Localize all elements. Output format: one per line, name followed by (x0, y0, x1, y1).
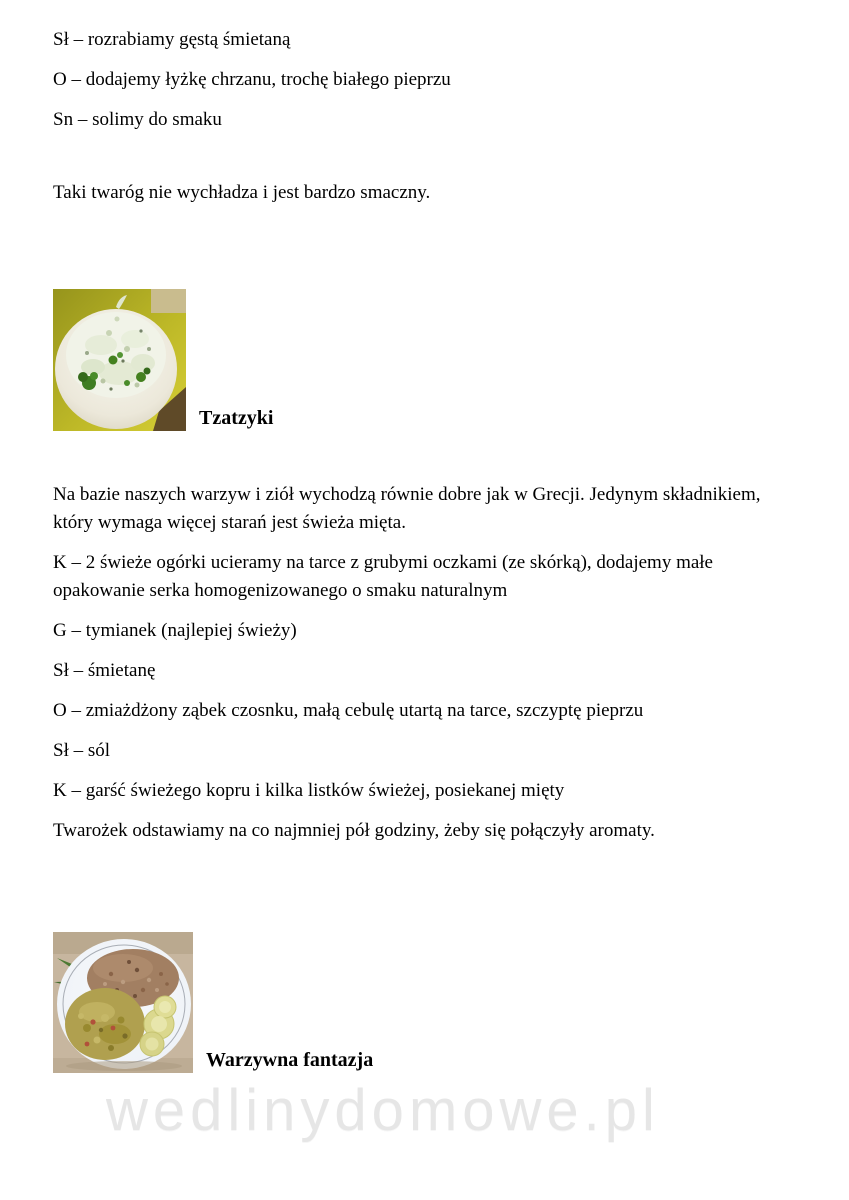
recipe-line: O – dodajemy łyżkę chrzanu, trochę białego pieprzu (53, 69, 451, 90)
tzatzyki-photo (53, 289, 186, 431)
recipe1-step: Sł – śmietanę (53, 660, 156, 681)
recipe-line: Sn – solimy do smaku (53, 109, 222, 130)
note-text: Taki twaróg nie wychładza i jest bardzo smaczny. (53, 182, 431, 203)
warzywna-fantazja-photo (53, 932, 193, 1073)
recipe1-step: O – zmiażdżony ząbek czosnku, małą cebulę utartą na tarce, szczyptę pieprzu (53, 700, 644, 721)
recipe1-step: G – tymianek (najlepiej świeży) (53, 620, 297, 641)
site-watermark: wedlinydomowe.pl (106, 1078, 660, 1143)
recipe1-step: Sł – sól (53, 740, 111, 761)
recipe1-step: K – 2 świeże ogórki ucieramy na tarce z grubymi oczkami (ze skórką), dodajemy małe opakowanie serka homogenizowanego o smaku naturalnym (53, 552, 713, 601)
recipe2-figure (53, 932, 804, 1073)
recipe-line: Sł – rozrabiamy gęstą śmietaną (53, 29, 291, 50)
recipe2-title: Warzywna fantazja (206, 1049, 374, 1071)
recipe1-step: K – garść świeżego kopru i kilka listków świeżej, posiekanej mięty (53, 780, 565, 801)
recipe1-note: Twarożek odstawiamy na co najmniej pół godziny, żeby się połączyły aromaty. (53, 820, 655, 841)
recipe1-figure (53, 289, 804, 431)
recipe1-intro: Na bazie naszych warzyw i ziół wychodzą równie dobre jak w Grecji. Jedynym składnikiem, który wymaga więcej starań jest świeża mięta. (53, 484, 761, 533)
recipe1-title: Tzatzyki (199, 407, 274, 429)
